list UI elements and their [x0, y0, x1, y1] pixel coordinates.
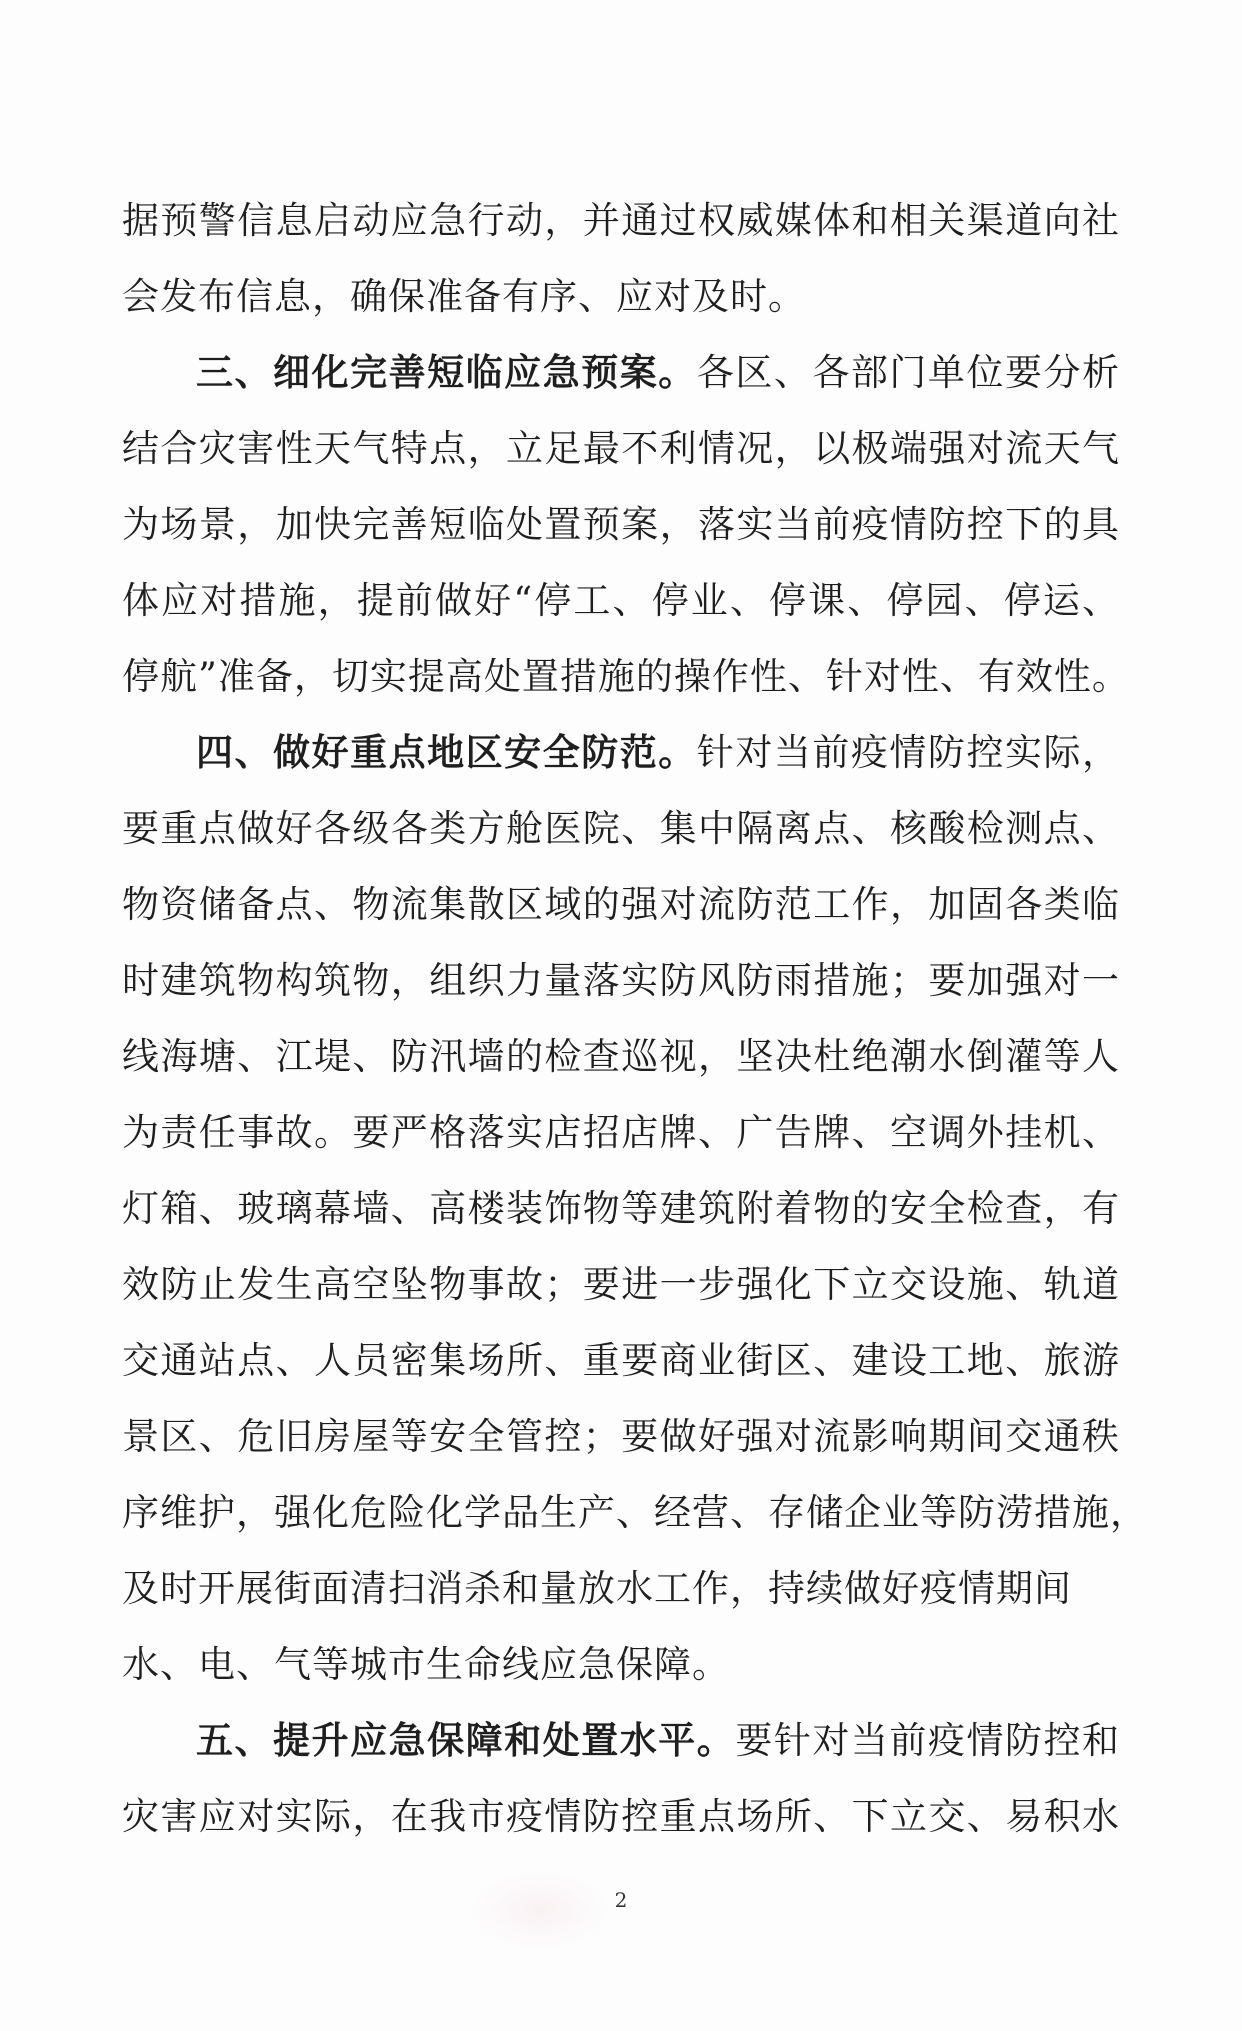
body-line: 灾害应对实际，在我市疫情防控重点场所、下立交、易积水: [122, 1795, 1120, 1838]
body-line: 为责任事故。要严格落实店招店牌、广告牌、空调外挂机、: [122, 1111, 1120, 1154]
body-line: 会发布信息，确保准备有序、应对及时。: [122, 275, 806, 318]
body-line: 灯箱、玻璃幕墙、高楼装饰物等建筑附着物的安全检查，有: [122, 1187, 1120, 1230]
section-heading: 三、细化完善短临应急预案。: [196, 351, 697, 394]
page-number: 2: [614, 1888, 628, 1912]
body-line: 物资储备点、物流集散区域的强对流防范工作，加固各类临: [122, 883, 1120, 926]
body-line: 停航”准备，切实提高处置措施的操作性、针对性、有效性。: [122, 655, 1130, 698]
section-text: 针对当前疫情防控实际，: [696, 731, 1121, 774]
body-line: 据预警信息启动应急行动，并通过权威媒体和相关渠道向社: [122, 199, 1120, 242]
document-body: [122, 183, 1148, 1855]
body-line: 水、电、气等城市生命线应急保障。: [122, 1643, 730, 1686]
section-heading: 五、提升应急保障和处置水平。: [196, 1719, 736, 1762]
section-heading: 四、做好重点地区安全防范。: [196, 731, 697, 774]
body-line: 体应对措施，提前做好“停工、停业、停课、停园、停运、: [122, 579, 1120, 622]
body-line: 及时开展街面清扫消杀和量放水工作，持续做好疫情期间: [122, 1567, 1072, 1610]
body-line: 为场景，加快完善短临处置预案，落实当前疫情防控下的具: [122, 503, 1120, 546]
body-line: 序维护，强化危险化学品生产、经营、存储企业等防涝措施，: [122, 1491, 1148, 1534]
section-text: 各区、各部门单位要分析: [696, 351, 1121, 394]
body-line: 交通站点、人员密集场所、重要商业街区、建设工地、旅游: [122, 1339, 1120, 1382]
body-line: 线海塘、江堤、防汛墙的检查巡视，坚决杜绝潮水倒灌等人: [122, 1035, 1120, 1078]
section-text: 要针对当前疫情防控和: [735, 1719, 1121, 1762]
body-line: 景区、危旧房屋等安全管控；要做好强对流影响期间交通秩: [122, 1415, 1120, 1458]
section-line: [122, 1703, 1120, 1779]
body-line: 效防止发生高空坠物事故；要进一步强化下立交设施、轨道: [122, 1263, 1120, 1306]
body-line: 要重点做好各级各类方舱医院、集中隔离点、核酸检测点、: [122, 807, 1120, 850]
section-line: [122, 335, 1120, 411]
body-line: 时建筑物构筑物，组织力量落实防风防雨措施；要加强对一: [122, 959, 1120, 1002]
body-line: 结合灾害性天气特点，立足最不利情况，以极端强对流天气: [122, 427, 1120, 470]
section-line: [122, 715, 1120, 791]
